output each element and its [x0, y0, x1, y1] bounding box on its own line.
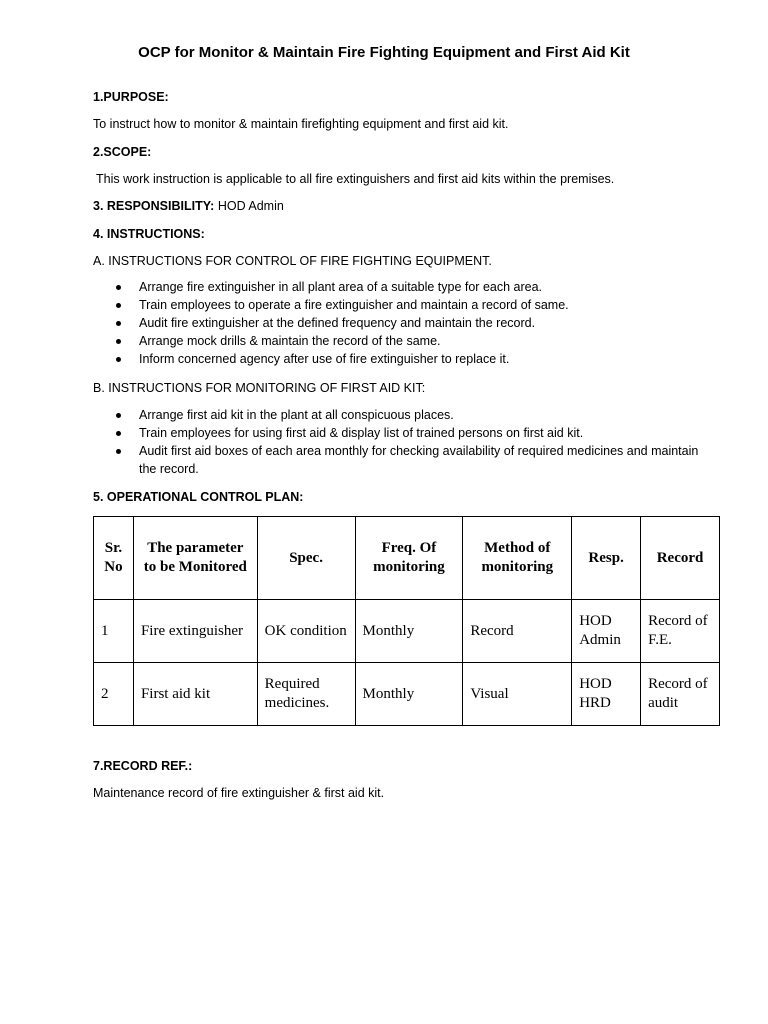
section-a-list: [116, 278, 699, 368]
control-plan-heading: 5. OPERATIONAL CONTROL PLAN:: [93, 490, 304, 504]
scope-heading: 2.SCOPE:: [93, 145, 152, 159]
record-ref-heading: 7.RECORD REF.:: [93, 759, 193, 773]
column-header: Spec.: [257, 517, 355, 600]
table-cell: Monthly: [355, 663, 463, 726]
column-header: The parameter to be Monitored: [133, 517, 257, 600]
table-cell: HOD Admin: [572, 600, 641, 663]
list-item: Audit fire extinguisher at the defined frequency and maintain the record.: [116, 314, 699, 332]
purpose-text: To instruct how to monitor & maintain firefighting equipment and first aid kit.: [93, 117, 509, 131]
list-item: Inform concerned agency after use of fire extinguisher to replace it.: [116, 350, 699, 368]
section-a-heading: A. INSTRUCTIONS FOR CONTROL OF FIRE FIGHTING EQUIPMENT.: [93, 254, 492, 268]
table-cell: Required medicines.: [257, 663, 355, 726]
table-cell: Record of F.E.: [641, 600, 720, 663]
list-item: Arrange fire extinguisher in all plant area of a suitable type for each area.: [116, 278, 699, 296]
list-item: Arrange first aid kit in the plant at all conspicuous places.: [116, 406, 699, 424]
list-item: Train employees to operate a fire extinguisher and maintain a record of same.: [116, 296, 699, 314]
table-cell: HOD HRD: [572, 663, 641, 726]
section-b-list: [116, 406, 699, 478]
table-cell: First aid kit: [133, 663, 257, 726]
instructions-heading: 4. INSTRUCTIONS:: [93, 227, 205, 241]
responsibility-value: HOD Admin: [217, 199, 284, 213]
responsibility-heading: 3. RESPONSIBILITY:: [93, 199, 215, 213]
purpose-heading: 1.PURPOSE:: [93, 90, 169, 104]
table-cell: Monthly: [355, 600, 463, 663]
responsibility-line: [93, 198, 284, 214]
table-cell: 1: [94, 600, 134, 663]
scope-text: This work instruction is applicable to all fire extinguishers and first aid kits within the premises.: [96, 172, 615, 186]
table-cell: Record of audit: [641, 663, 720, 726]
table-header-row: [94, 517, 720, 600]
column-header: Sr. No: [94, 517, 134, 600]
list-item: Audit first aid boxes of each area monthly for checking availability of required medicines and maintain the record.: [116, 442, 699, 478]
table-cell: Record: [463, 600, 572, 663]
table-row: [94, 600, 720, 663]
table-cell: OK condition: [257, 600, 355, 663]
column-header: Record: [641, 517, 720, 600]
column-header: Method of monitoring: [463, 517, 572, 600]
table-cell: Fire extinguisher: [133, 600, 257, 663]
table-cell: Visual: [463, 663, 572, 726]
table-cell: 2: [94, 663, 134, 726]
record-ref-text: Maintenance record of fire extinguisher & first aid kit.: [93, 786, 385, 800]
operational-control-table: [93, 516, 720, 726]
column-header: Freq. Of monitoring: [355, 517, 463, 600]
list-item: Train employees for using first aid & display list of trained persons on first aid kit.: [116, 424, 699, 442]
document-title: OCP for Monitor & Maintain Fire Fighting Equipment and First Aid Kit: [138, 44, 630, 61]
column-header: Resp.: [572, 517, 641, 600]
list-item: Arrange mock drills & maintain the record of the same.: [116, 332, 699, 350]
section-b-heading: B. INSTRUCTIONS FOR MONITORING OF FIRST AID KIT:: [93, 381, 426, 395]
table-row: [94, 663, 720, 726]
